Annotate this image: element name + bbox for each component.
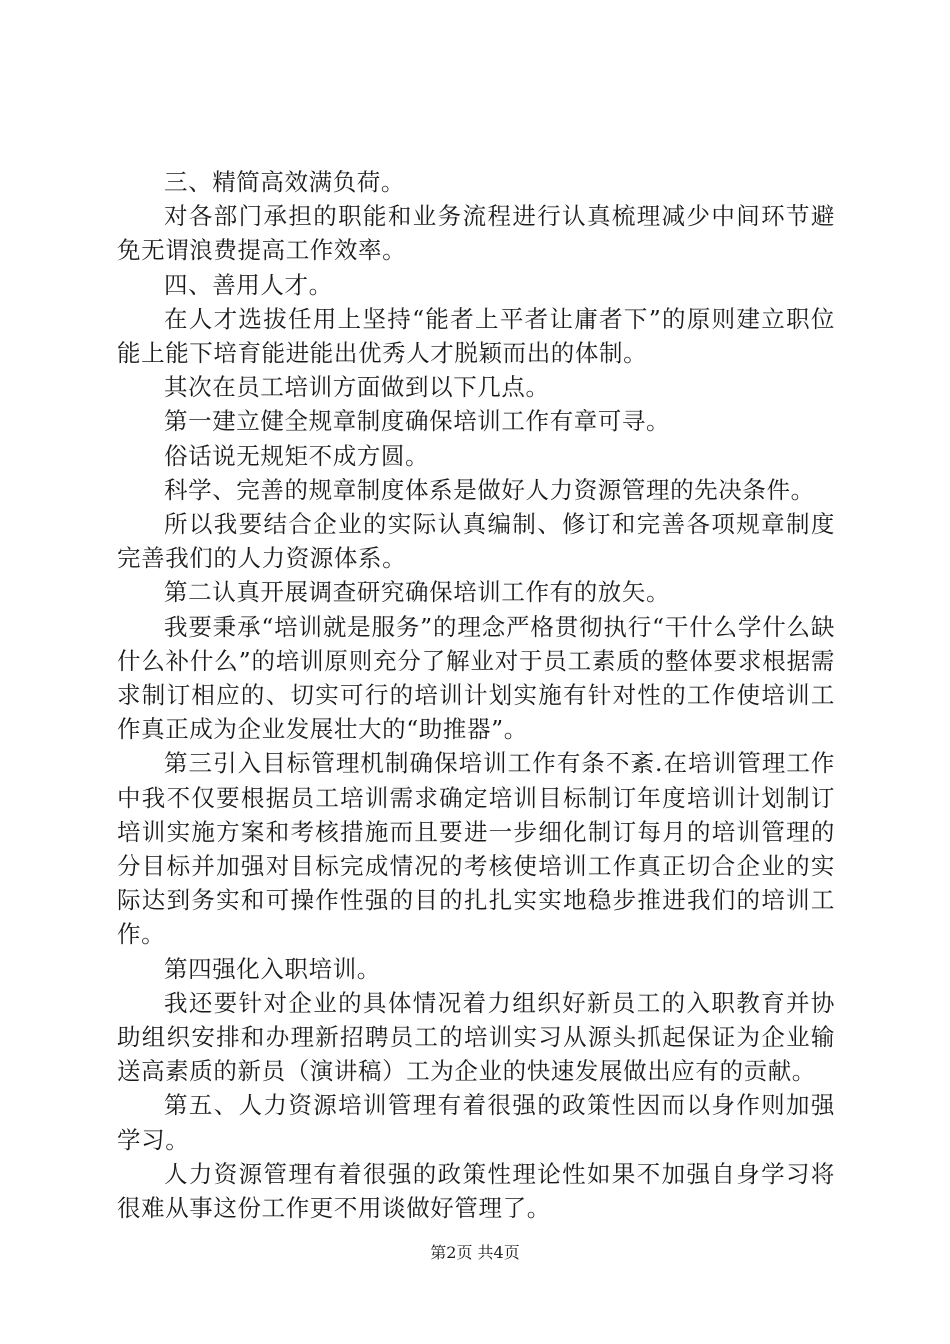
paragraph: 我要秉承“培训就是服务”的理念严格贯彻执行“干什么学什么缺什么补什么”的培训原则充分了解业对于员工素质的整体要求根据需求制订相应的、切实可行的培训计划实施有针对性的工作使培训工作真正成为企业发展壮大的“助推器”。 <box>117 612 835 744</box>
paragraph: 第三引入目标管理机制确保培训工作有条不紊.在培训管理工作中我不仅要根据员工培训需求确定培训目标制订年度培训计划制订培训实施方案和考核措施而且要进一步细化制订每月的培训管理的分目标并加强对目标完成情况的考核使培训工作真正切合企业的实际达到务实和可操作性强的目的扎扎实实地稳步推进我们的培训工作。 <box>117 749 835 949</box>
paragraph: 第二认真开展调查研究确保培训工作有的放矢。 <box>164 578 671 607</box>
paragraph: 四、善用人才。 <box>164 270 333 299</box>
page-number-label: 第2页 共4页 <box>430 1243 520 1262</box>
document-body <box>117 165 835 1225</box>
paragraph: 三、精简高效满负荷。 <box>164 168 405 196</box>
paragraph: 所以我要结合企业的实际认真编制、修订和完善各项规章制度完善我们的人力资源体系。 <box>117 510 835 573</box>
paragraph: 在人才选拔任用上坚持“能者上平者让庸者下”的原则建立职位能上能下培育能进能出优秀人才脱颖而出的体制。 <box>117 304 835 368</box>
paragraph: 第四强化入职培训。 <box>164 954 381 983</box>
paragraph: 第一建立健全规章制度确保培训工作有章可寻。 <box>164 407 671 436</box>
paragraph: 第五、人力资源培训管理有着很强的政策性因而以身作则加强学习。 <box>117 1091 835 1154</box>
paragraph: 我还要针对企业的具体情况着力组织好新员工的入职教育并协助组织安排和办理新招聘员工的培训实习从源头抓起保证为企业输送高素质的新员（演讲稿）工为企业的快速发展做出应有的贡献。 <box>117 988 835 1086</box>
paragraph: 科学、完善的规章制度体系是做好人力资源管理的先决条件。 <box>164 475 815 504</box>
paragraph: 人力资源管理有着很强的政策性理论性如果不加强自身学习将很难从事这份工作更不用谈做好管理了。 <box>117 1159 835 1223</box>
paragraph: 对各部门承担的职能和业务流程进行认真梳理减少中间环节避免无谓浪费提高工作效率。 <box>117 202 835 265</box>
paragraph: 俗话说无规矩不成方圆。 <box>164 441 430 470</box>
page-footer <box>0 1240 950 1263</box>
paragraph: 其次在员工培训方面做到以下几点。 <box>164 373 550 402</box>
